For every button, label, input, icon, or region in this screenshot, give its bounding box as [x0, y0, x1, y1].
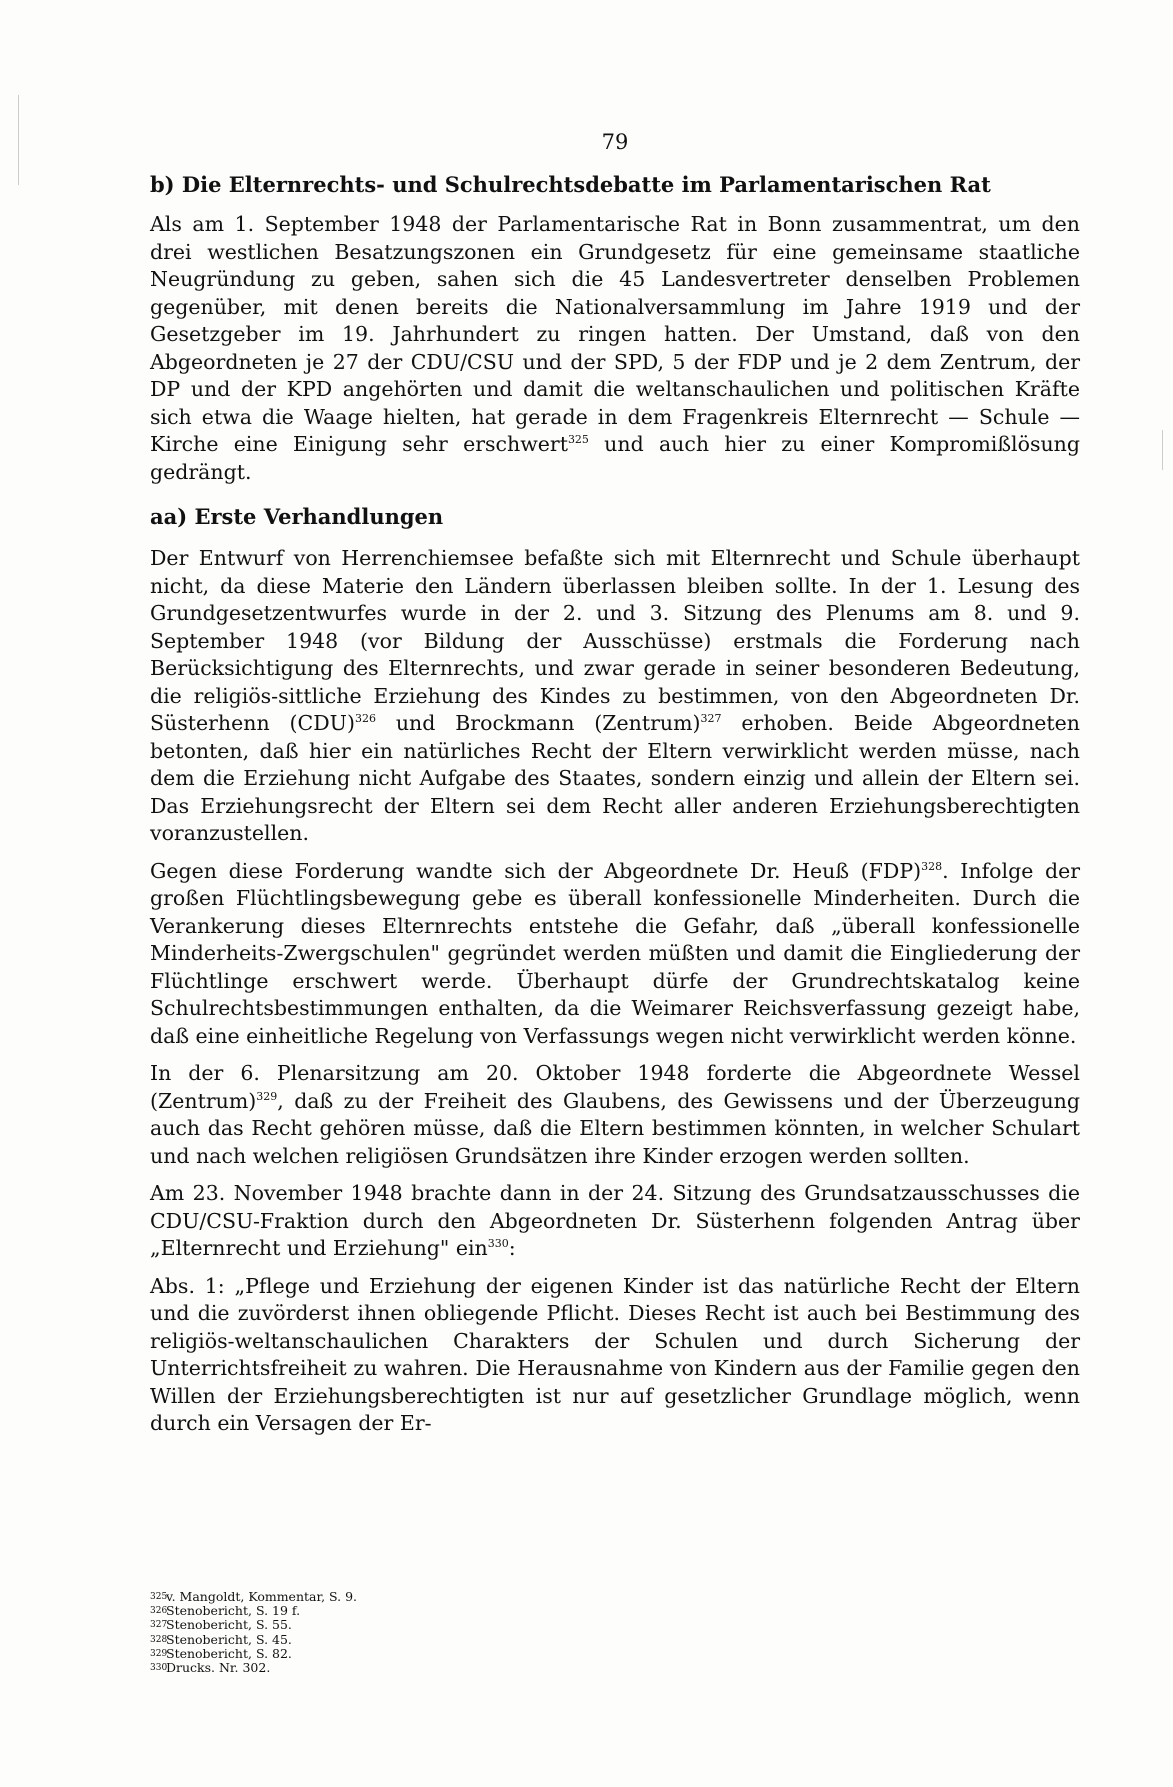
footnote-item: [150, 1604, 357, 1618]
page-number: 79: [601, 130, 629, 154]
paragraph-1-text-a: Als am 1. September 1948 der Parlamentarische Rat in Bonn zusammentrat, um den drei westlichen Besatzungszonen ein Grundgesetz für eine gemeinsame staatliche Neugründung zu geben, sahen sich die 45 Landesvertreter denselben Problemen gegenüber, mit denen bereits die Nationalversammlung im Jahre 1919 und der Gesetzgeber im 19. Jahrhundert zu ringen hatten. Der Umstand, daß von den Abgeordneten je 27 der CDU/CSU und der SPD, 5 der FDP und je 2 dem Zentrum, der DP und der KPD angehörten und damit die weltanschaulichen und politischen Kräfte sich etwa die Waage hielten, hat gerade in dem Fragenkreis Elternrecht — Schule — Kirche eine Einigung sehr erschwert: [150, 212, 1080, 456]
footnote-number: 326: [150, 1606, 168, 1617]
footnote-text: Stenobericht, S. 19 f.: [166, 1603, 301, 1619]
footnote-ref-326[interactable]: 326: [354, 712, 376, 725]
paragraph-3: [150, 858, 1080, 1051]
footnote-item: [150, 1661, 357, 1675]
paragraph-5: [150, 1180, 1080, 1263]
paragraph-3-text-b: . Infolge der großen Flüchtlingsbewegung gebe es überall konfessionelle Minderheiten. Durch die Verankerung dieses Elternrechts entstehe die Gefahr, daß „überall konfessionelle Minderheits-Zwergschulen" gegründet werden müßten und damit die Eingliederung der Flüchtlinge erschwert werde. Überhaupt dürfe der Grundrechtskatalog keine Schulrechtsbestimmungen enthalten, da die Weimarer Reichsverfassung gezeigt habe, daß eine einheitliche Regelung von Verfassungs wegen nicht verwirklicht werden könne.: [150, 858, 1080, 1048]
footnote-ref-329[interactable]: 329: [256, 1089, 278, 1103]
footnote-item: [150, 1647, 357, 1661]
paragraph-2: [150, 545, 1080, 848]
section-title: b) Die Elternrechts- und Schulrechtsdebatte im Parlamentarischen Rat: [150, 172, 991, 197]
paragraph-2-text-c: erhoben. Beide Abgeordneten betonten, daß hier ein natürliches Recht der Eltern verwirklicht werden müsse, nach dem die Erziehung nicht Aufgabe des Staates, sondern einzig und allein der Eltern sei. Das Erziehungsrecht der Eltern sei dem Recht aller anderen Erziehungsberechtigten voranzustellen.: [150, 711, 1080, 845]
paragraph-2-text-b: und Brockmann (Zentrum): [375, 711, 701, 735]
subsection-title: aa) Erste Verhandlungen: [150, 504, 444, 529]
footnote-number: 328: [150, 1634, 168, 1645]
paragraph-1: [150, 211, 1080, 486]
footnote-text: Stenobericht, S. 82.: [166, 1645, 292, 1661]
paragraph-2-text-a: Der Entwurf von Herrenchiemsee befaßte sich mit Elternrecht und Schule überhaupt nicht, da diese Materie den Ländern überlassen bleiben sollte. In der 1. Lesung des Grundgesetzentwurfes wurde in der 2. und 3. Sitzung des Plenums am 8. und 9. September 1948 (vor Bildung der Ausschüsse) erstmals die Forderung nach Berücksichtigung des Elternrechts, und zwar gerade in seiner besonderen Bedeutung, die religiös-sittliche Erziehung des Kindes zu bestimmen, von den Abgeordneten Dr. Süsterhenn (CDU): [150, 546, 1080, 735]
footnote-text: Drucks. Nr. 302.: [166, 1660, 271, 1676]
footnote-ref-330[interactable]: 330: [487, 1237, 509, 1250]
paragraph-5-text-b: :: [508, 1236, 516, 1260]
footnote-ref-328[interactable]: 328: [921, 859, 943, 873]
page-content: [150, 130, 1080, 1448]
footnote-text: Stenobericht, S. 45.: [166, 1631, 292, 1647]
footnote-text: v. Mangoldt, Kommentar, S. 9.: [166, 1589, 358, 1604]
left-margin-mark: [18, 95, 19, 185]
footnote-ref-327[interactable]: 327: [700, 712, 722, 725]
footnote-number: 329: [150, 1648, 168, 1659]
footnote-number: 325: [150, 1592, 168, 1602]
paragraph-4-text-b: , daß zu der Freiheit des Glaubens, des Gewissens und der Überzeugung auch das Recht gehören müsse, daß die Eltern bestimmen könnten, in welcher Schulart und nach welchen religiösen Grundsätzen ihre Kinder erzogen werden sollten.: [150, 1088, 1080, 1168]
block-quote: Abs. 1: „Pflege und Erziehung der eigenen Kinder ist das natürliche Recht der Eltern und die zuvörderst ihnen obliegende Pflicht. Dieses Recht ist auch bei Bestimmung des religiös-weltanschaulichen Charakters der Schulen und durch Sicherung der Unterrichtsfreiheit zu wahren. Die Herausnahme von Kindern aus der Familie gegen den Willen der Erziehungsberechtigten ist nur auf gesetzlicher Grundlage möglich, wenn durch ein Versagen der Er-: [150, 1273, 1080, 1435]
paragraph-4-text-a: In der 6. Plenarsitzung am 20. Oktober 1948 forderte die Abgeordnete Wessel (Zentrum): [150, 1061, 1080, 1113]
paragraph-1-text-b: und auch hier zu einer Kompromißlösung gedrängt.: [150, 432, 1081, 484]
footnote-item: [150, 1590, 357, 1604]
footnote-number: 327: [150, 1620, 168, 1631]
footnotes: [150, 1590, 357, 1675]
footnote-number: 330: [150, 1663, 168, 1674]
paragraph-5-text-a: Am 23. November 1948 brachte dann in der 24. Sitzung des Grundsatzausschusses die CDU/CSU-Fraktion durch den Abgeordneten Dr. Süsterhenn folgenden Antrag über „Elternrecht und Erziehung" ein: [150, 1181, 1080, 1260]
paragraph-3-text-a: Gegen diese Forderung wandte sich der Abgeordnete Dr. Heuß (FDP): [150, 858, 922, 883]
footnote-item: [150, 1633, 357, 1647]
footnote-ref-325[interactable]: 325: [567, 433, 589, 446]
footnote-item: [150, 1618, 357, 1632]
right-margin-mark: [1162, 430, 1163, 470]
paragraph-4: [150, 1060, 1080, 1170]
footnote-text: Stenobericht, S. 55.: [166, 1617, 292, 1633]
